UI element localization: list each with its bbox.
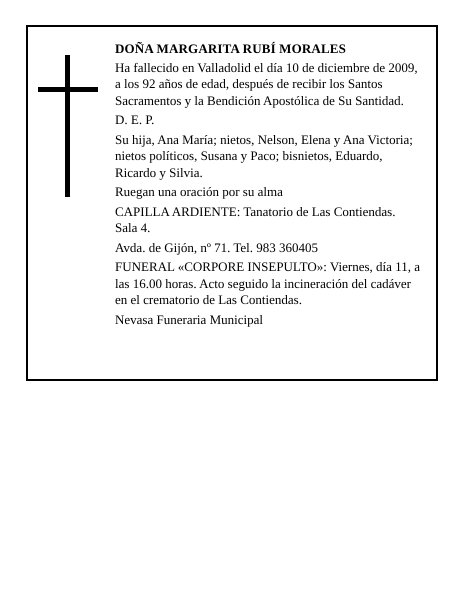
obituary-text [115, 41, 420, 331]
cross-vertical-bar [65, 55, 70, 197]
address-phone: Avda. de Gijón, nº 71. Tel. 983 360405 [115, 239, 319, 255]
death-announcement: Ha fallecido en Valladolid el día 10 de diciembre de 2009, a los 92 años de edad, después de recibir los Santos Sacramentos y la Bendición Apostólica de Su Santidad. [115, 59, 418, 108]
prayer-request: Ruegan una oración por su alma [115, 184, 283, 200]
cross-horizontal-bar [38, 87, 98, 92]
family-members: Su hija, Ana María; nietos, Nelson, Elena y Ana Victoria; nietos políticos, Susana y Paco; bisnietos, Eduardo, Ricardo y Silvia. [115, 131, 413, 180]
cross-icon [38, 55, 98, 197]
funeral-home: Nevasa Funeraria Municipal [115, 311, 264, 327]
deceased-name: DOÑA MARGARITA RUBÍ MORALES [115, 41, 346, 56]
funeral-details: FUNERAL «CORPORE INSEPULTO»: Viernes, día 11, a las 16.00 horas. Acto seguido la incineración del cadáver en el crematorio de Las Contiendas. [115, 259, 420, 308]
rest-in-peace: D. E. P. [115, 112, 155, 128]
funeral-chapel: CAPILLA ARDIENTE: Tanatorio de Las Contiendas. Sala 4. [115, 203, 396, 236]
obituary-notice [26, 25, 438, 381]
